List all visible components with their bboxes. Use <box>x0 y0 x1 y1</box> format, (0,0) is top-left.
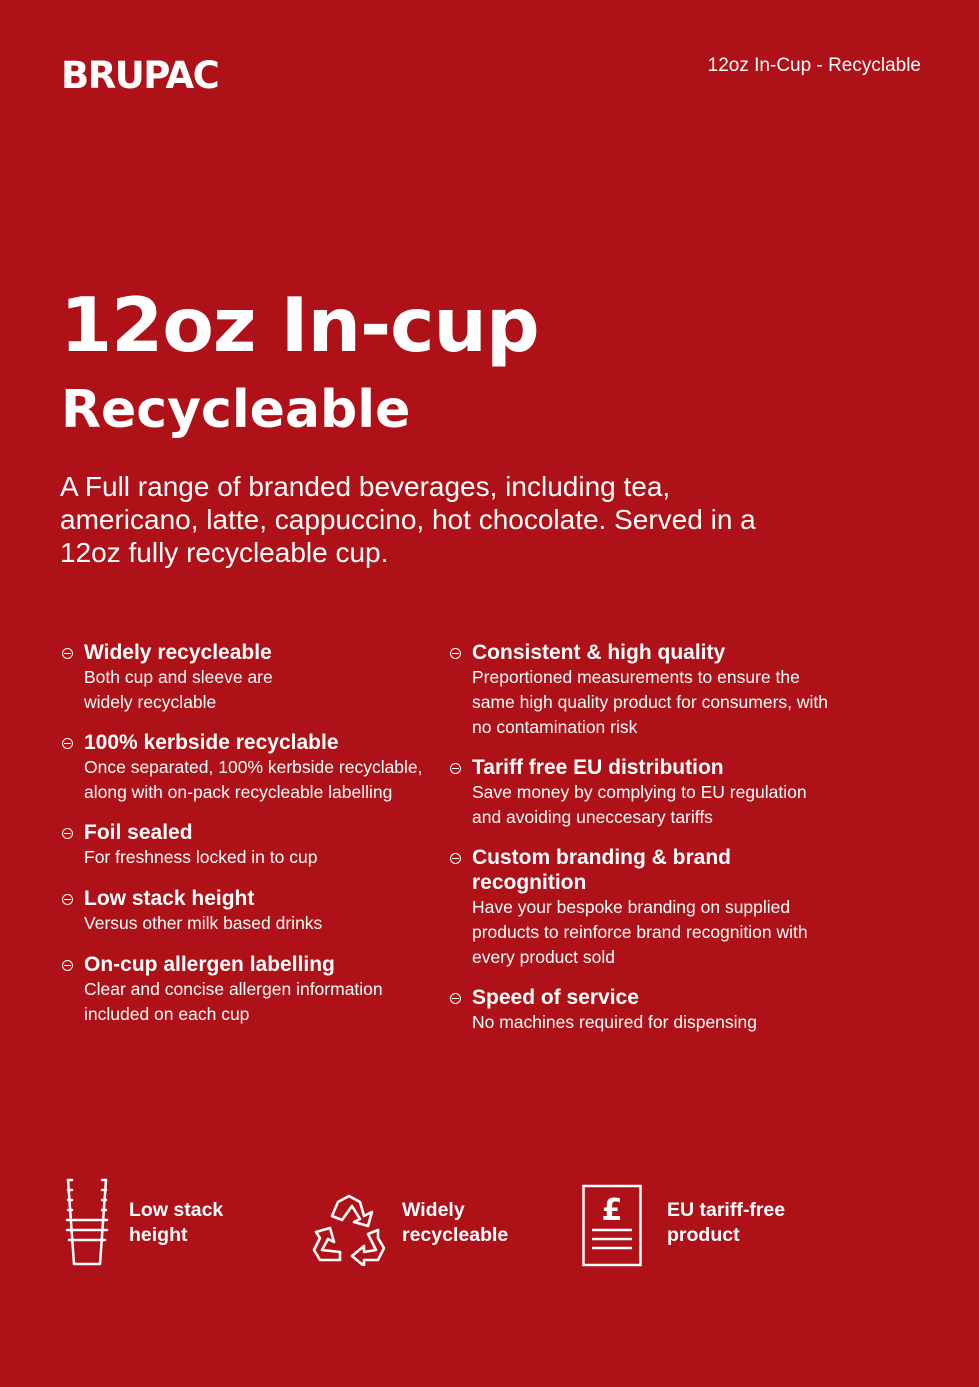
feature-title: Widely recycleable <box>84 641 272 664</box>
bottom-feature-label: Widely recycleable <box>402 1199 509 1246</box>
bullet-icon <box>62 828 73 839</box>
feature-title: Low stack height <box>84 887 255 910</box>
feature-description: Once separated, 100% kerbside recyclable, along with on-pack recycleable labelling <box>84 757 423 802</box>
brand-logo: BRUPAC <box>61 54 219 97</box>
bullet-icon <box>62 894 73 905</box>
feature-title: Consistent & high quality <box>472 641 726 664</box>
bottom-feature-label: Low stack height <box>129 1199 224 1246</box>
bullet-icon <box>62 648 73 659</box>
feature-item <box>449 985 849 1051</box>
recycle-icon <box>312 1194 386 1266</box>
bottom-feature-label: EU tariff-free product <box>667 1199 786 1246</box>
pound-document-icon <box>582 1178 644 1268</box>
bullet-icon <box>62 960 73 971</box>
feature-description: For freshness locked in to cup <box>84 847 318 867</box>
feature-description: Both cup and sleeve are widely recyclable <box>84 667 273 712</box>
feature-description: Preportioned measurements to ensure the same high quality product for consumers, with no contamination risk <box>472 667 828 737</box>
feature-item <box>61 820 431 886</box>
page-subtitle: Recycleable <box>61 380 411 440</box>
feature-title: Foil sealed <box>84 821 193 844</box>
bullet-icon <box>450 763 461 774</box>
feature-title: On-cup allergen labelling <box>84 953 335 976</box>
bullet-icon <box>450 853 461 864</box>
feature-item <box>449 640 849 755</box>
bullet-icon <box>450 993 461 1004</box>
intro-paragraph: A Full range of branded beverages, including tea, americano, latte, cappuccino, hot chocolate. Served in a 12oz fully recycleable cup. <box>60 471 756 568</box>
feature-title: Tariff free EU distribution <box>472 756 724 779</box>
feature-item <box>61 952 431 1042</box>
feature-title: Speed of service <box>472 986 639 1009</box>
feature-description: Clear and concise allergen information included on each cup <box>84 979 383 1024</box>
svg-text:£: £ <box>601 1193 623 1228</box>
stacked-cups-icon <box>62 1178 112 1266</box>
document-label: 12oz In-Cup - Recyclable <box>707 55 921 76</box>
feature-item <box>61 730 431 820</box>
feature-title: Custom branding & brand recognition <box>472 846 731 894</box>
feature-item <box>449 755 849 845</box>
feature-item <box>449 845 849 985</box>
page-title: 12oz In-cup <box>60 281 539 369</box>
features-left-column <box>61 640 431 1042</box>
features-right-column <box>449 640 849 1051</box>
bullet-icon <box>450 648 461 659</box>
feature-title: 100% kerbside recyclable <box>84 731 339 754</box>
feature-item <box>61 886 431 952</box>
bullet-icon <box>62 738 73 749</box>
feature-description: Versus other milk based drinks <box>84 913 323 933</box>
feature-description: No machines required for dispensing <box>472 1012 758 1032</box>
feature-description: Save money by complying to EU regulation and avoiding uneccesary tariffs <box>472 782 807 827</box>
feature-description: Have your bespoke branding on supplied products to reinforce brand recognition with every product sold <box>472 897 808 967</box>
feature-item <box>61 640 431 730</box>
